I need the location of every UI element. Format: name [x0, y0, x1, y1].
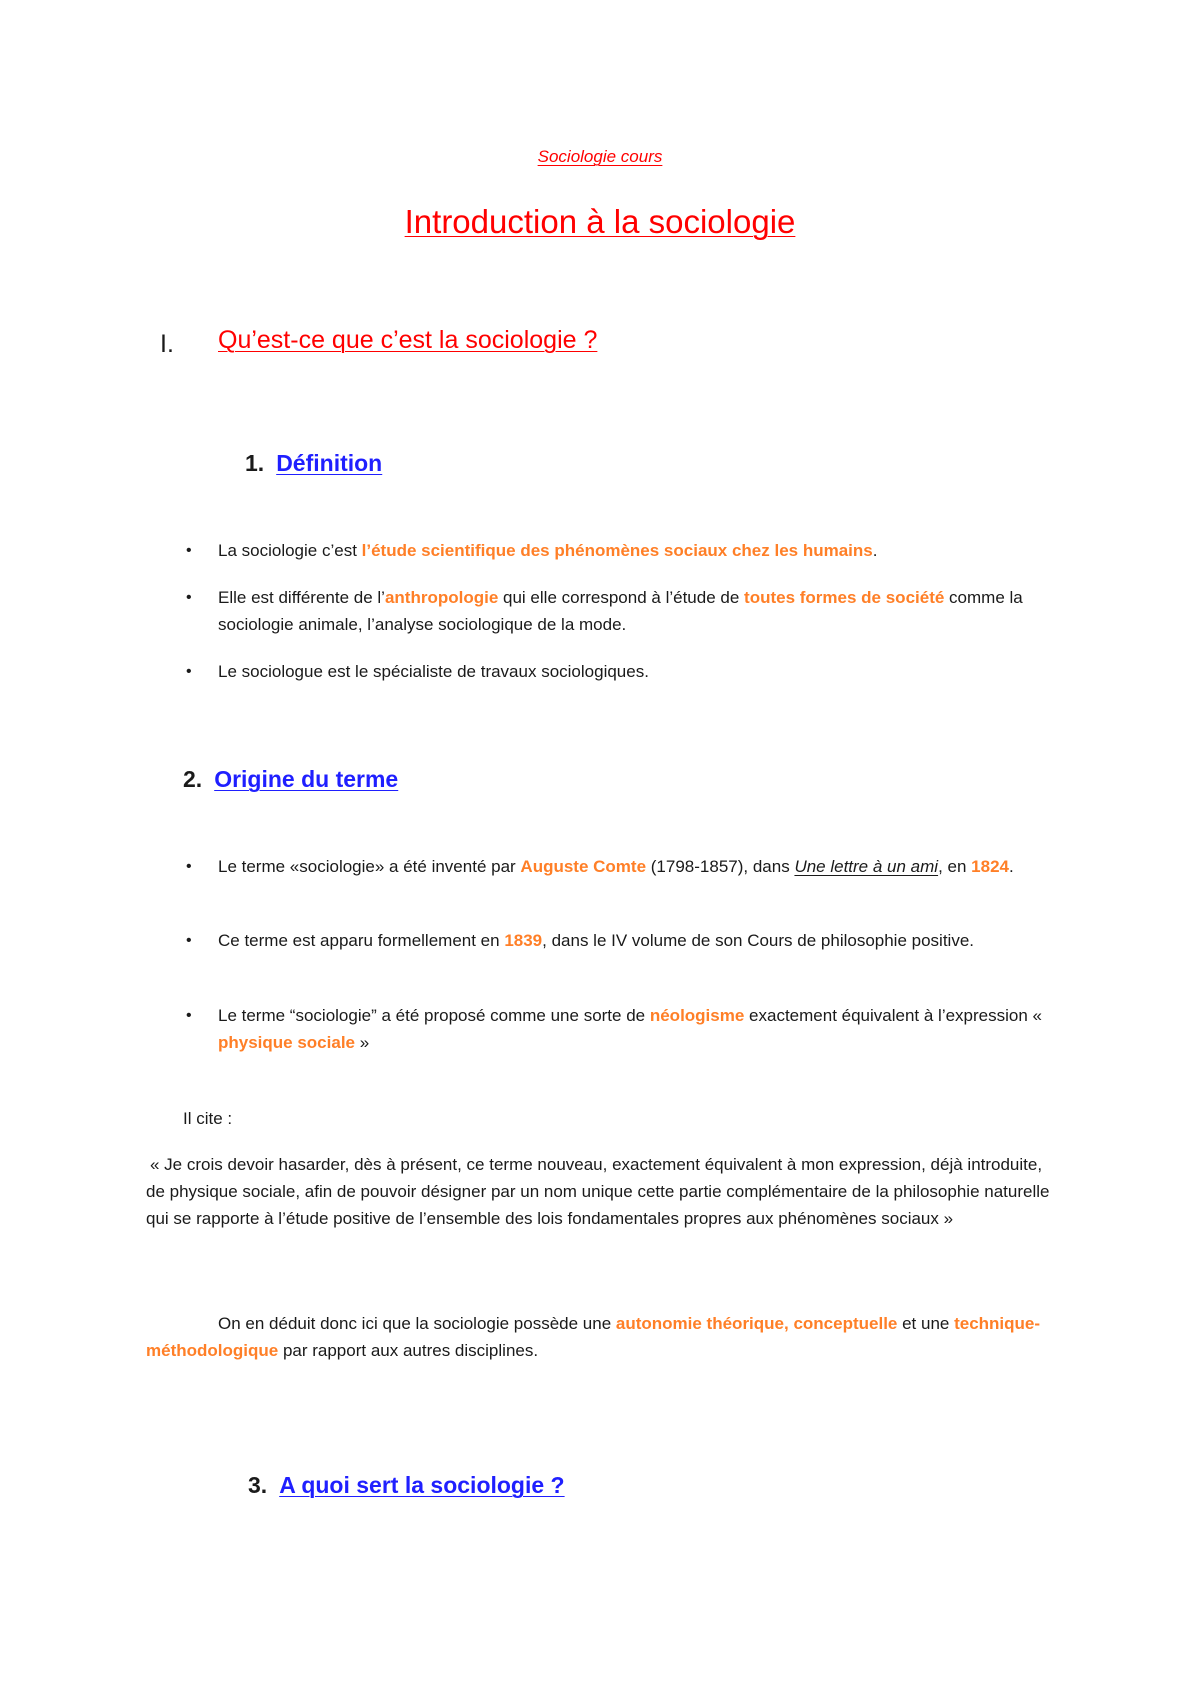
subsection-2-title: Origine du terme	[214, 766, 399, 792]
definition-bullet-1: La sociologie c’est l’étude scientifique des phénomènes sociaux chez les humains.	[218, 541, 878, 560]
bullet-dot-icon: •	[186, 589, 192, 606]
subsection-3-number: 3.	[248, 1472, 268, 1498]
document-subtitle: Sociologie cours	[537, 147, 663, 166]
bullet-dot-icon: •	[186, 542, 192, 559]
bullet-dot-icon: •	[186, 858, 192, 875]
definition-bullet-2: Elle est différente de l’anthropologie qui elle correspond à l’étude de toutes formes de société comme la sociologie animale, l’analyse sociologique de la mode.	[218, 588, 1023, 634]
definition-bullet-3: Le sociologue est le spécialiste de travaux sociologiques.	[218, 662, 649, 681]
bullet-dot-icon: •	[186, 1007, 192, 1024]
section-1-number: I.	[160, 330, 174, 358]
origin-bullet-3: Le terme “sociologie” a été proposé comme une sorte de néologisme exactement équivalent à l’expression « physique sociale »	[218, 1006, 1042, 1052]
subsection-1-heading	[245, 450, 382, 477]
origin-bullet-1: Le terme «sociologie» a été inventé par Auguste Comte (1798-1857), dans Une lettre à un ami, en 1824.	[218, 857, 1014, 876]
subsection-2-number: 2.	[183, 766, 203, 792]
subsection-1-number: 1.	[245, 450, 265, 476]
document-title: Introduction à la sociologie	[404, 203, 796, 240]
subsection-3-heading	[248, 1472, 565, 1499]
cite-label: Il cite :	[183, 1109, 233, 1128]
conclusion-paragraph: On en déduit donc ici que la sociologie possède une autonomie théorique, conceptuelle et une technique-méthodologique par rapport aux autres disciplines.	[146, 1314, 1041, 1360]
bullet-dot-icon: •	[186, 663, 192, 680]
subsection-1-title: Définition	[276, 450, 383, 476]
bullet-dot-icon: •	[186, 932, 192, 949]
origin-bullet-2: Ce terme est apparu formellement en 1839, dans le IV volume de son Cours de philosophie positive.	[218, 931, 975, 950]
subsection-3-title: A quoi sert la sociologie ?	[279, 1472, 565, 1498]
section-1-title: Qu’est-ce que c’est la sociologie ?	[218, 326, 598, 354]
subsection-2-heading	[183, 766, 398, 793]
comte-quote: « Je crois devoir hasarder, dès à présent, ce terme nouveau, exactement équivalent à mon expression, déjà introduite, de physique sociale, afin de pouvoir désigner par un nom unique cette partie complémentaire de la philosophie naturelle qui se rapporte à l’étude positive de l’ensemble des lois fondamentales propres aux phénomènes sociaux »	[146, 1155, 1050, 1228]
